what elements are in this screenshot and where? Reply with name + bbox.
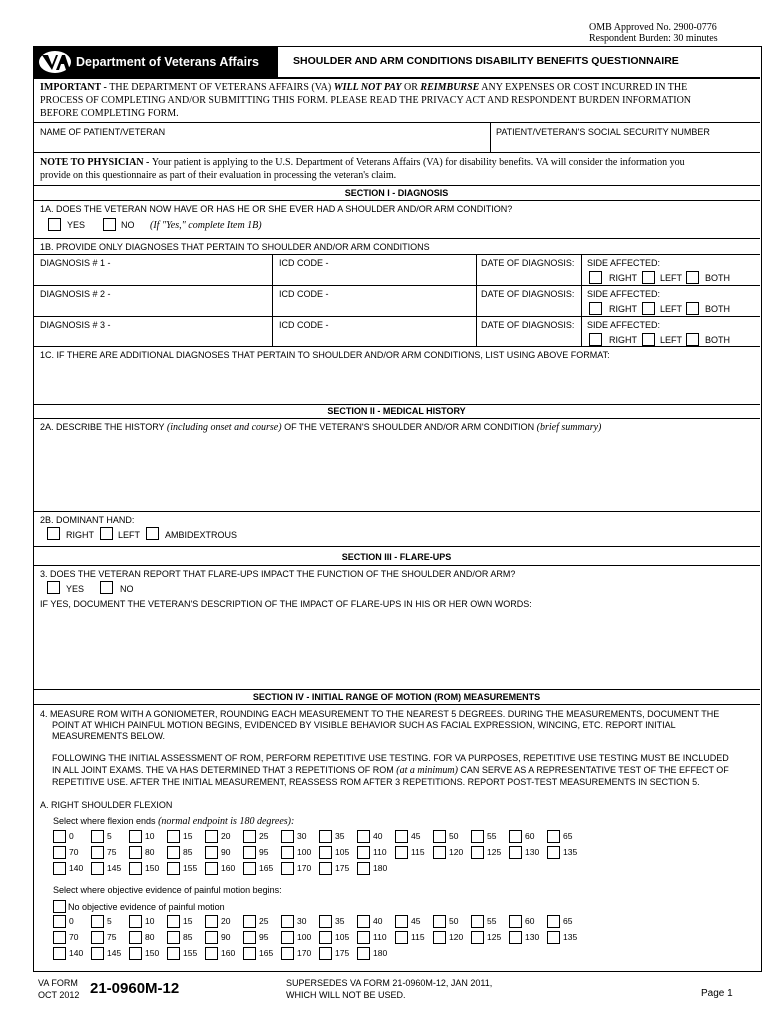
painful-motion-degree-label: 150: [145, 948, 160, 958]
flexion-ends-degree-label: 45: [411, 831, 421, 841]
agency-banner: [34, 47, 278, 77]
flexion-ends-checkbox[interactable]: [319, 830, 332, 843]
painful-motion-degree-label: 65: [563, 916, 573, 926]
flexion-ends-checkbox[interactable]: [395, 830, 408, 843]
flexion-ends-checkbox[interactable]: [167, 846, 180, 859]
painful-motion-checkbox[interactable]: [205, 931, 218, 944]
side-affected-2-label: SIDE AFFECTED:: [587, 289, 661, 299]
flexion-ends-checkbox[interactable]: [319, 846, 332, 859]
painful-motion-checkbox[interactable]: [319, 915, 332, 928]
question-3: 3. DOES THE VETERAN REPORT THAT FLARE-UPS IMPACT THE FUNCTION OF THE SHOULDER AND/OR ARM?: [40, 569, 516, 579]
no-painful-motion-checkbox[interactable]: [53, 900, 66, 913]
painful-motion-checkbox[interactable]: [91, 947, 104, 960]
flexion-ends-degree-label: 80: [145, 847, 155, 857]
flexion-ends-degree-label: 140: [69, 863, 84, 873]
section-4-instructions-1: 4. MEASURE ROM WITH A GONIOMETER, ROUNDING EACH MEASUREMENT TO THE NEAREST 5 DEGREES. DURING THE MEASUREMENTS, DOCUMENT THE: [40, 709, 720, 719]
question-1a: 1A. DOES THE VETERAN NOW HAVE OR HAS HE OR SHE EVER HAD A SHOULDER AND/OR ARM CONDITION?: [40, 204, 513, 214]
painful-motion-degree-label: 60: [525, 916, 535, 926]
respondent-burden: Respondent Burden: 30 minutes: [589, 33, 718, 44]
flexion-ends-degree-label: 75: [107, 847, 117, 857]
flexion-ends-degree-label: 95: [259, 847, 269, 857]
flexion-ends-degree-label: 165: [259, 863, 274, 873]
flexion-ends-checkbox[interactable]: [167, 830, 180, 843]
question-1b: 1B. PROVIDE ONLY DIAGNOSES THAT PERTAIN TO SHOULDER AND/OR ARM CONDITIONS: [40, 242, 430, 252]
painful-motion-degree-label: 175: [335, 948, 350, 958]
painful-motion-degree-label: 45: [411, 916, 421, 926]
flexion-ends-checkbox[interactable]: [433, 830, 446, 843]
patient-name-label: NAME OF PATIENT/VETERAN: [40, 127, 166, 137]
painful-motion-checkbox[interactable]: [281, 915, 294, 928]
painful-motion-checkbox[interactable]: [319, 931, 332, 944]
painful-motion-checkbox[interactable]: [471, 915, 484, 928]
painful-motion-degree-label: 40: [373, 916, 383, 926]
supersedes-line-1: SUPERSEDES VA FORM 21-0960M-12, JAN 2011,: [286, 978, 493, 988]
painful-motion-degree-label: 110: [373, 932, 387, 942]
flexion-ends-checkbox[interactable]: [509, 846, 522, 859]
painful-motion-degree-label: 140: [69, 948, 84, 958]
ssn-field[interactable]: [496, 138, 754, 150]
painful-motion-checkbox[interactable]: [357, 947, 370, 960]
side-affected-3-label: SIDE AFFECTED:: [587, 320, 661, 330]
painful-motion-checkbox[interactable]: [167, 947, 180, 960]
d3-both-checkbox[interactable]: [686, 333, 699, 346]
icd-code-3-label: ICD CODE -: [279, 320, 329, 330]
supersedes-line-2: WHICH WILL NOT BE USED.: [286, 990, 406, 1000]
flexion-ends-degree-label: 0: [69, 831, 74, 841]
painful-motion-degree-label: 145: [107, 948, 122, 958]
flexion-ends-degree-label: 35: [335, 831, 345, 841]
painful-motion-degree-label: 5: [107, 916, 112, 926]
form-date: OCT 2012: [38, 990, 80, 1000]
painful-motion-checkbox[interactable]: [53, 915, 66, 928]
icd-code-2-label: ICD CODE -: [279, 289, 329, 299]
flexion-ends-degree-label: 115: [411, 847, 425, 857]
painful-motion-degree-label: 35: [335, 916, 345, 926]
flexion-ends-checkbox[interactable]: [129, 830, 142, 843]
painful-motion-degree-label: 75: [107, 932, 117, 942]
flexion-ends-checkbox[interactable]: [281, 846, 294, 859]
painful-motion-degree-label: 100: [297, 932, 312, 942]
flexion-ends-checkbox[interactable]: [281, 830, 294, 843]
flexion-ends-degree-label: 150: [145, 863, 160, 873]
flexion-ends-degree-label: 160: [221, 863, 236, 873]
flareups-yes-checkbox[interactable]: [47, 581, 60, 594]
flexion-ends-checkbox[interactable]: [243, 830, 256, 843]
flexion-ends-degree-label: 30: [297, 831, 307, 841]
d2-both-checkbox[interactable]: [686, 302, 699, 315]
flexion-ends-checkbox[interactable]: [91, 830, 104, 843]
flexion-ends-degree-label: 70: [69, 847, 79, 857]
icd-code-1-label: ICD CODE -: [279, 258, 329, 268]
painful-motion-checkbox[interactable]: [471, 931, 484, 944]
additional-diagnoses-field[interactable]: [40, 362, 755, 402]
flexion-ends-checkbox[interactable]: [433, 846, 446, 859]
painful-motion-degree-label: 85: [183, 932, 193, 942]
painful-motion-degree-label: 165: [259, 948, 274, 958]
d1-left-checkbox[interactable]: [642, 271, 655, 284]
d2-left-checkbox[interactable]: [642, 302, 655, 315]
painful-motion-checkbox[interactable]: [547, 931, 560, 944]
diagnosis-1-label: DIAGNOSIS # 1 -: [40, 258, 111, 268]
flexion-ends-degree-label: 105: [335, 847, 350, 857]
flareups-describe-label: IF YES, DOCUMENT THE VETERAN'S DESCRIPTION OF THE IMPACT OF FLARE-UPS IN HIS OR HER OWN WORDS:: [40, 599, 532, 609]
va-logo-icon: [38, 50, 72, 74]
important-line-2: PROCESS OF COMPLETING AND/OR SUBMITTING THIS FORM. PLEASE READ THE PRIVACY ACT AND RESPONDENT BURDEN INFORMATION: [40, 95, 692, 106]
painful-motion-checkbox[interactable]: [243, 947, 256, 960]
header-rule: [34, 77, 760, 79]
painful-motion-checkbox[interactable]: [547, 915, 560, 928]
flexion-ends-degree-label: 125: [487, 847, 502, 857]
painful-motion-degree-label: 10: [145, 916, 155, 926]
question-2b: 2B. DOMINANT HAND:: [40, 515, 135, 525]
painful-motion-degree-label: 125: [487, 932, 502, 942]
note-to-physician: NOTE TO PHYSICIAN - Your patient is applying to the U.S. Department of Veterans Affairs (VA) for disability benefits. VA will consider the information you: [40, 157, 685, 168]
flexion-ends-checkbox[interactable]: [91, 862, 104, 875]
q1a-no-checkbox[interactable]: [103, 218, 116, 231]
flexion-ends-checkbox[interactable]: [281, 862, 294, 875]
history-field[interactable]: [40, 436, 755, 508]
painful-motion-degree-label: 95: [259, 932, 269, 942]
flexion-ends-degree-label: 100: [297, 847, 312, 857]
painful-motion-degree-label: 115: [411, 932, 425, 942]
important-label: IMPORTANT -: [40, 82, 110, 93]
d1-right-checkbox[interactable]: [589, 271, 602, 284]
painful-motion-checkbox[interactable]: [509, 915, 522, 928]
painful-motion-degree-label: 170: [297, 948, 312, 958]
flexion-ends-degree-label: 25: [259, 831, 269, 841]
flexion-ends-checkbox[interactable]: [167, 862, 180, 875]
painful-motion-degree-label: 130: [525, 932, 540, 942]
painful-motion-checkbox[interactable]: [357, 915, 370, 928]
painful-motion-checkbox[interactable]: [129, 915, 142, 928]
dominant-ambidextrous-checkbox[interactable]: [146, 527, 159, 540]
painful-motion-checkbox[interactable]: [357, 931, 370, 944]
section-2-title: SECTION II - MEDICAL HISTORY: [327, 406, 466, 416]
painful-motion-checkbox[interactable]: [395, 931, 408, 944]
painful-motion-degree-label: 50: [449, 916, 459, 926]
dominant-left-checkbox[interactable]: [100, 527, 113, 540]
flexion-ends-degree-label: 15: [183, 831, 193, 841]
painful-motion-degree-label: 155: [183, 948, 198, 958]
section-3-title: SECTION III - FLARE-UPS: [341, 552, 452, 562]
flexion-ends-checkbox[interactable]: [357, 862, 370, 875]
flexion-ends-degree-label: 110: [373, 847, 387, 857]
note-line-2: provide on this questionnaire as part of their evaluation in processing the veteran's claim.: [40, 170, 397, 181]
flexion-ends-degree-label: 120: [449, 847, 464, 857]
question-1c: 1C. IF THERE ARE ADDITIONAL DIAGNOSES THAT PERTAIN TO SHOULDER AND/OR ARM CONDITIONS, LIST USING ABOVE FORMAT:: [40, 350, 610, 360]
q1a-no-label: NO: [121, 220, 135, 230]
flexion-ends-degree-label: 90: [221, 847, 231, 857]
section-1-title: SECTION I - DIAGNOSIS: [344, 188, 449, 198]
flexion-ends-checkbox[interactable]: [357, 830, 370, 843]
flexion-ends-degree-label: 60: [525, 831, 535, 841]
form-number: 21-0960M-12: [90, 980, 180, 997]
painful-motion-checkbox[interactable]: [53, 931, 66, 944]
painful-motion-checkbox[interactable]: [395, 915, 408, 928]
flexion-ends-degree-label: 130: [525, 847, 540, 857]
section-4-title: SECTION IV - INITIAL RANGE OF MOTION (ROM) MEASUREMENTS: [252, 692, 541, 702]
dominant-right-checkbox[interactable]: [47, 527, 60, 540]
flexion-ends-checkbox[interactable]: [91, 846, 104, 859]
painful-motion-degree-label: 80: [145, 932, 155, 942]
right-shoulder-flexion-label: A. RIGHT SHOULDER FLEXION: [40, 800, 173, 810]
flexion-ends-checkbox[interactable]: [205, 862, 218, 875]
flexion-ends-degree-label: 170: [297, 863, 312, 873]
omb-approval: OMB Approved No. 2900-0776: [589, 22, 717, 33]
painful-motion-degree-label: 30: [297, 916, 307, 926]
painful-motion-degree-label: 120: [449, 932, 464, 942]
q1a-yes-checkbox[interactable]: [48, 218, 61, 231]
flexion-ends-checkbox[interactable]: [205, 846, 218, 859]
flexion-ends-checkbox[interactable]: [547, 830, 560, 843]
painful-motion-checkbox[interactable]: [91, 915, 104, 928]
section-4-instructions-2: FOLLOWING THE INITIAL ASSESSMENT OF ROM, PERFORM REPETITIVE USE TESTING. FOR VA PURPOSES, REPETITIVE USE TESTING MUST BE INCLUDED: [52, 753, 729, 763]
painful-motion-checkbox[interactable]: [53, 947, 66, 960]
flexion-ends-degree-label: 155: [183, 863, 198, 873]
flexion-ends-checkbox[interactable]: [129, 846, 142, 859]
painful-motion-checkbox[interactable]: [167, 931, 180, 944]
painful-motion-checkbox[interactable]: [91, 931, 104, 944]
flexion-ends-checkbox[interactable]: [471, 846, 484, 859]
diagnosis-3-label: DIAGNOSIS # 3 -: [40, 320, 111, 330]
d2-right-checkbox[interactable]: [589, 302, 602, 315]
date-diagnosis-3-label: DATE OF DIAGNOSIS:: [481, 320, 575, 330]
flexion-ends-label: Select where flexion ends (normal endpoint is 180 degrees):: [53, 816, 295, 827]
painful-motion-degree-label: 160: [221, 948, 236, 958]
d1-both-checkbox[interactable]: [686, 271, 699, 284]
form-title: SHOULDER AND ARM CONDITIONS DISABILITY BENEFITS QUESTIONNAIRE: [293, 55, 679, 67]
painful-motion-degree-label: 180: [373, 948, 388, 958]
flareups-description-field[interactable]: [40, 612, 755, 684]
flexion-ends-degree-label: 175: [335, 863, 350, 873]
q1a-instruction: (If "Yes," complete Item 1B): [150, 220, 262, 231]
flexion-ends-checkbox[interactable]: [395, 846, 408, 859]
painful-motion-checkbox[interactable]: [319, 947, 332, 960]
flexion-ends-checkbox[interactable]: [319, 862, 332, 875]
painful-motion-degree-label: 15: [183, 916, 193, 926]
painful-motion-checkbox[interactable]: [129, 931, 142, 944]
painful-motion-label: Select where objective evidence of painful motion begins:: [53, 885, 282, 895]
painful-motion-degree-label: 25: [259, 916, 269, 926]
flexion-ends-degree-label: 180: [373, 863, 388, 873]
diagnosis-2-label: DIAGNOSIS # 2 -: [40, 289, 111, 299]
flexion-ends-degree-label: 50: [449, 831, 459, 841]
painful-motion-checkbox[interactable]: [433, 931, 446, 944]
va-form-label: VA FORM: [38, 978, 78, 988]
flexion-ends-degree-label: 55: [487, 831, 497, 841]
flexion-ends-checkbox[interactable]: [243, 862, 256, 875]
side-affected-1-label: SIDE AFFECTED:: [587, 258, 661, 268]
flexion-ends-checkbox[interactable]: [53, 830, 66, 843]
d3-right-checkbox[interactable]: [589, 333, 602, 346]
flexion-ends-checkbox[interactable]: [243, 846, 256, 859]
flareups-no-checkbox[interactable]: [100, 581, 113, 594]
flexion-ends-checkbox[interactable]: [509, 830, 522, 843]
painful-motion-checkbox[interactable]: [243, 931, 256, 944]
ssn-label: PATIENT/VETERAN'S SOCIAL SECURITY NUMBER: [496, 127, 710, 137]
painful-motion-checkbox[interactable]: [281, 947, 294, 960]
painful-motion-degree-label: 20: [221, 916, 231, 926]
flexion-ends-checkbox[interactable]: [357, 846, 370, 859]
patient-name-field[interactable]: [40, 138, 485, 150]
painful-motion-checkbox[interactable]: [167, 915, 180, 928]
painful-motion-checkbox[interactable]: [129, 947, 142, 960]
painful-motion-degree-label: 135: [563, 932, 578, 942]
flexion-ends-degree-label: 85: [183, 847, 193, 857]
date-diagnosis-1-label: DATE OF DIAGNOSIS:: [481, 258, 575, 268]
painful-motion-degree-label: 90: [221, 932, 231, 942]
q1a-yes-label: YES: [67, 220, 86, 230]
painful-motion-checkbox[interactable]: [205, 915, 218, 928]
painful-motion-checkbox[interactable]: [281, 931, 294, 944]
date-diagnosis-2-label: DATE OF DIAGNOSIS:: [481, 289, 575, 299]
important-notice: IMPORTANT - THE DEPARTMENT OF VETERANS AFFAIRS (VA) WILL NOT PAY OR REIMBURSE ANY EXPENSES OR COST INCURRED IN THE: [40, 82, 688, 93]
important-line-3: BEFORE COMPLETING FORM.: [40, 108, 179, 119]
painful-motion-checkbox[interactable]: [243, 915, 256, 928]
flexion-ends-checkbox[interactable]: [205, 830, 218, 843]
flexion-ends-degree-label: 65: [563, 831, 573, 841]
flexion-ends-degree-label: 40: [373, 831, 383, 841]
flexion-ends-degree-label: 20: [221, 831, 231, 841]
no-painful-motion-label: No objective evidence of painful motion: [68, 902, 225, 912]
painful-motion-checkbox[interactable]: [509, 931, 522, 944]
painful-motion-degree-label: 0: [69, 916, 74, 926]
painful-motion-checkbox[interactable]: [205, 947, 218, 960]
flexion-ends-degree-label: 145: [107, 863, 122, 873]
flexion-ends-checkbox[interactable]: [53, 846, 66, 859]
question-2a: 2A. DESCRIBE THE HISTORY (including onset and course) OF THE VETERAN'S SHOULDER AND/OR ARM CONDITION (brief summary): [40, 422, 602, 433]
flexion-ends-degree-label: 10: [145, 831, 155, 841]
painful-motion-degree-label: 70: [69, 932, 79, 942]
d3-left-checkbox[interactable]: [642, 333, 655, 346]
flexion-ends-checkbox[interactable]: [129, 862, 142, 875]
page-number: Page 1: [701, 988, 733, 999]
painful-motion-checkbox[interactable]: [433, 915, 446, 928]
flexion-ends-degree-label: 5: [107, 831, 112, 841]
flexion-ends-checkbox[interactable]: [547, 846, 560, 859]
flexion-ends-degree-label: 135: [563, 847, 578, 857]
flexion-ends-checkbox[interactable]: [53, 862, 66, 875]
painful-motion-degree-label: 55: [487, 916, 497, 926]
painful-motion-degree-label: 105: [335, 932, 350, 942]
flexion-ends-checkbox[interactable]: [471, 830, 484, 843]
agency-name: Department of Veterans Affairs: [76, 55, 259, 69]
